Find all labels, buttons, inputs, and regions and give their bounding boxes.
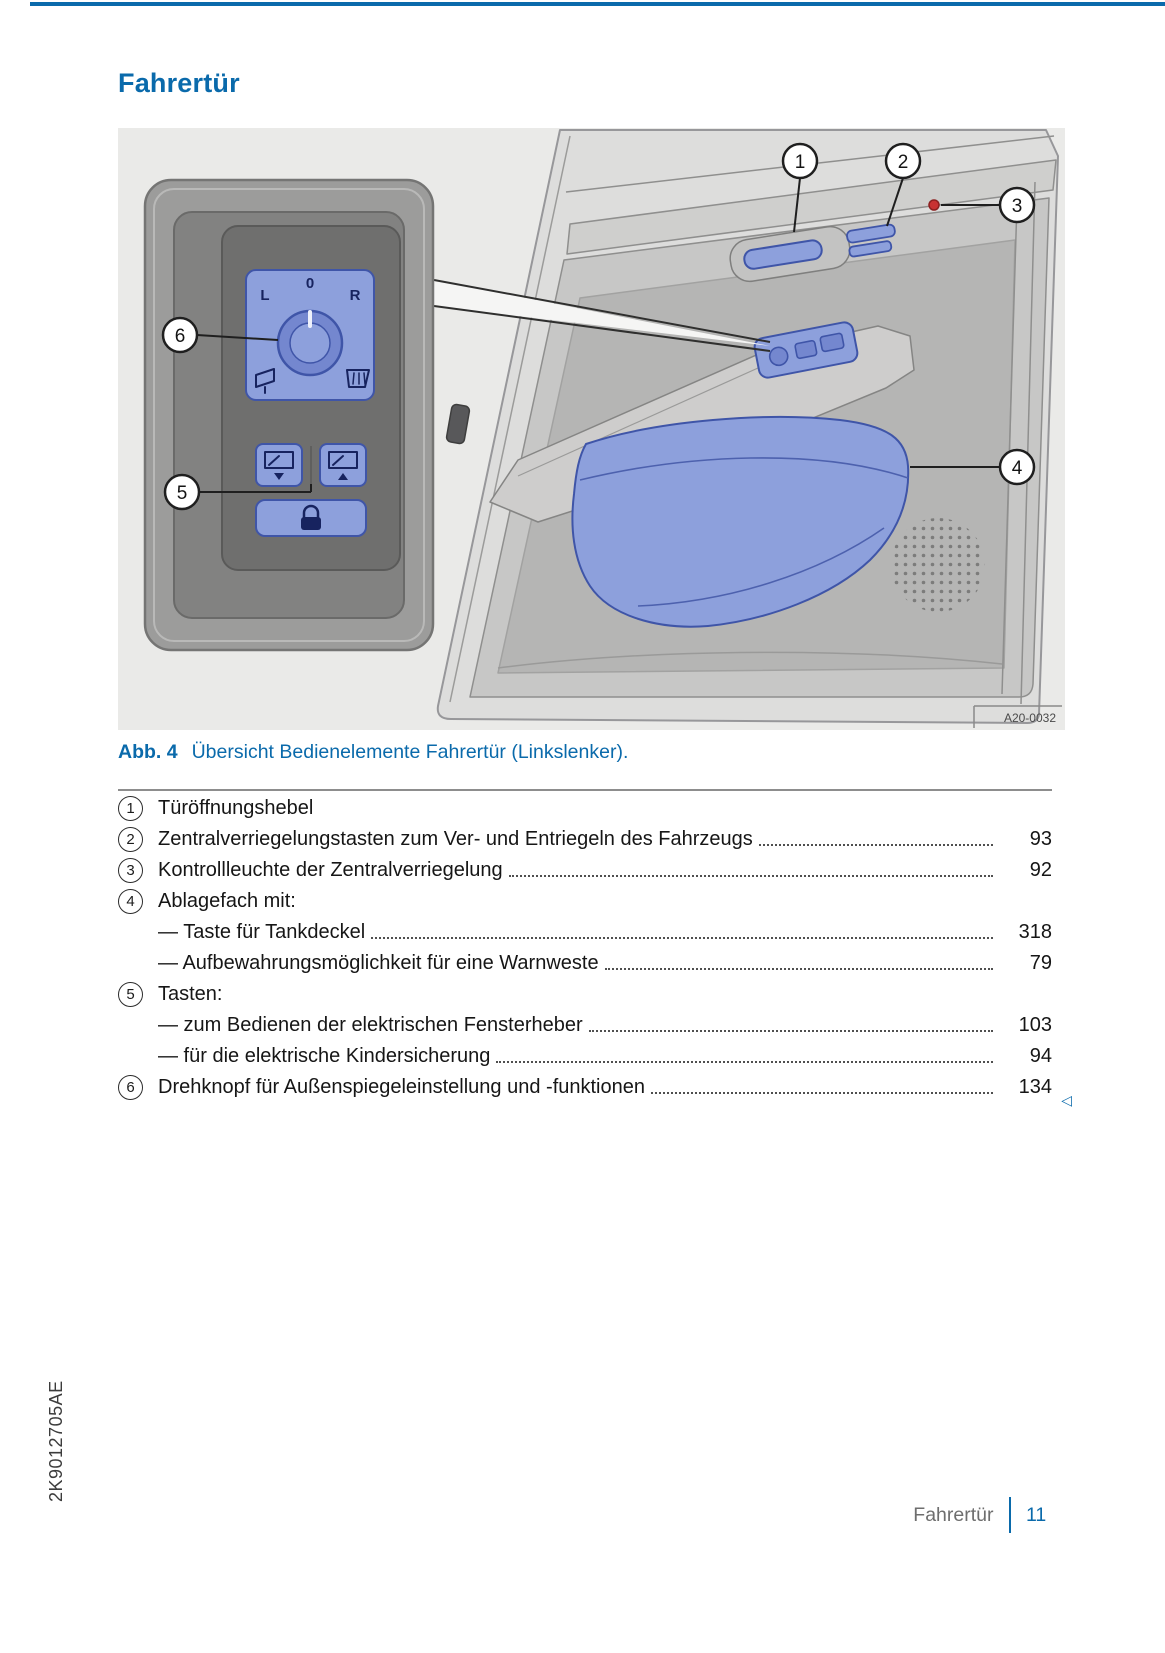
legend-row <box>118 824 1052 855</box>
door-illustration <box>118 128 1065 730</box>
callout-4-label: 4 <box>1011 458 1023 479</box>
footer-page-number: 11 <box>1026 1503 1047 1526</box>
page-heading: Fahrertür <box>118 68 240 98</box>
item-number: 1 <box>118 796 143 821</box>
mirror-label-left: L <box>260 287 270 304</box>
dotted-leader <box>605 968 993 970</box>
item-page-number: 79 <box>1029 952 1052 974</box>
item-page-number: 134 <box>1018 1076 1052 1098</box>
legend-subrow <box>118 1010 1052 1041</box>
speaker <box>891 518 985 612</box>
item-text: Tasten: <box>158 983 223 1005</box>
item-text: — Taste für Tankdeckel <box>158 921 366 943</box>
item-number: 5 <box>118 982 143 1007</box>
dotted-leader <box>371 937 993 939</box>
continuation-triangle-icon: ◁ <box>1061 1092 1072 1108</box>
item-text: Ablagefach mit: <box>158 890 296 912</box>
item-text: — zum Bedienen der elektrischen Fensterheber <box>158 1014 583 1036</box>
legend-list <box>118 793 1072 1108</box>
item-page-number: 103 <box>1018 1014 1052 1036</box>
footer-divider <box>1009 1497 1012 1533</box>
figure-caption-text: Übersicht Bedienelemente Fahrertür (Linkslenker). <box>191 741 629 763</box>
item-page-number: 92 <box>1029 859 1052 881</box>
image-code-label: A20-0032 <box>1003 711 1056 725</box>
item-page-number: 93 <box>1029 828 1052 850</box>
top-rule <box>30 2 1165 6</box>
dotted-leader <box>589 1030 993 1032</box>
item-text: — Aufbewahrungsmöglichkeit für eine Warnweste <box>158 952 599 974</box>
item-text: Drehknopf für Außenspiegeleinstellung und -funktionen <box>158 1076 645 1098</box>
item-number: 6 <box>118 1075 143 1100</box>
item-page-number: 94 <box>1029 1045 1052 1067</box>
callout-6-label: 6 <box>174 326 186 347</box>
item-text: Kontrollleuchte der Zentralverriegelung <box>158 859 503 881</box>
central-locking-indicator-light <box>929 200 939 210</box>
mirror-adjustment-knob <box>246 270 374 400</box>
document-code: 2K9012705AE <box>46 1380 66 1502</box>
item-text: Zentralverriegelungstasten zum Ver- und Entriegeln des Fahrzeugs <box>158 828 753 850</box>
item-number: 3 <box>118 858 143 883</box>
dotted-leader <box>759 844 993 846</box>
dotted-leader <box>651 1092 993 1094</box>
legend-row <box>118 886 1052 917</box>
window-switches <box>256 444 366 486</box>
callout-2-label: 2 <box>897 152 909 173</box>
item-text: — für die elektrische Kindersicherung <box>158 1045 491 1067</box>
page-footer <box>118 1495 1052 1535</box>
item-text: Türöffnungshebel <box>158 797 314 819</box>
item-page-number: 318 <box>1018 921 1052 943</box>
figure-image <box>118 128 1065 730</box>
legend-row <box>118 855 1052 886</box>
footer-section-title: Fahrertür <box>913 1503 994 1526</box>
figure-caption-label: Abb. 4 <box>118 741 178 763</box>
legend-row <box>118 979 1052 1010</box>
callout-5-label: 5 <box>176 483 188 504</box>
item-number: 2 <box>118 827 143 852</box>
callout-1-label: 1 <box>794 152 806 173</box>
figure-caption <box>118 741 1048 764</box>
dotted-leader <box>496 1061 993 1063</box>
mirror-label-right: R <box>349 287 361 304</box>
callout-3-label: 3 <box>1011 196 1023 217</box>
legend-subrow <box>118 1041 1052 1072</box>
legend-subrow <box>118 948 1052 979</box>
legend-divider <box>118 789 1052 791</box>
item-number: 4 <box>118 889 143 914</box>
switch-panel-inset <box>145 180 433 650</box>
dotted-leader <box>509 875 993 877</box>
legend-row <box>118 1072 1072 1108</box>
child-safety-lock-button <box>256 500 366 536</box>
legend-subrow <box>118 917 1052 948</box>
mirror-label-center: 0 <box>305 275 315 292</box>
legend-row <box>118 793 1052 824</box>
